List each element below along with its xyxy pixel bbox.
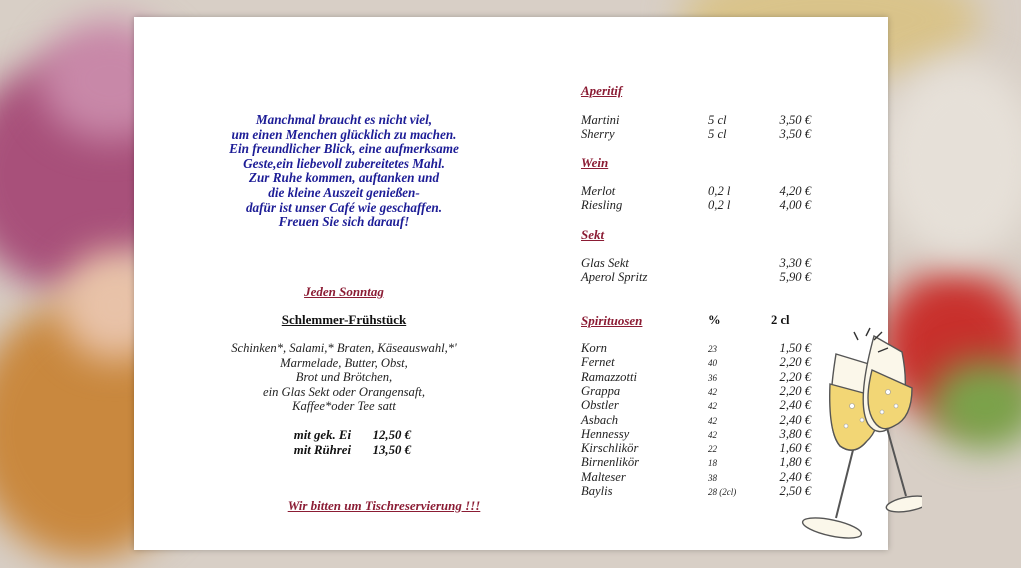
item-price: 5,90 € [779, 270, 811, 284]
intro-line: dafür ist unser Café wie geschaffen. [245, 199, 443, 215]
item-name: Malteser [581, 469, 626, 484]
breakfast-item: Schinken*, Salami,* Braten, Käseauswahl,*' [231, 341, 457, 355]
item-price: 1,60 € [779, 441, 811, 456]
item-name: Martini [581, 113, 620, 127]
breakfast-title: Schlemmer-Frühstück [281, 312, 407, 327]
intro-line: Ein freundlicher Blick, eine aufmerksame [229, 141, 459, 157]
item-price: 2,50 € [779, 484, 811, 498]
item-price: 2,40 € [779, 412, 811, 427]
item-name: Obstler [581, 398, 619, 413]
item-price: 2,40 € [779, 398, 811, 413]
reservation-text: Wir bitten um Tischreservierung !!! [287, 498, 481, 513]
item-qty: 5 cl [708, 113, 727, 127]
menu-row [581, 427, 821, 441]
item-name: Merlot [581, 184, 616, 198]
item-name: Korn [581, 341, 607, 355]
item-price: 3,50 € [779, 127, 811, 141]
reservation-note [134, 498, 634, 514]
item-percent: 42 [708, 386, 717, 397]
menu-row [581, 441, 821, 455]
intro-line: Zur Ruhe kommen, auftanken und [248, 170, 440, 186]
section-wein: Wein [581, 155, 609, 170]
breakfast-item: ein Glas Sekt oder Orangensaft, [263, 384, 425, 399]
item-price: 3,30 € [779, 256, 811, 270]
item-name: Hennessy [581, 426, 630, 441]
breakfast-prices [267, 428, 411, 458]
col-size: 2 cl [771, 313, 790, 327]
breakfast-item: Brot und Brötchen, [295, 370, 393, 385]
item-price: 2,20 € [779, 383, 811, 398]
breakfast-item: Kaffee*oder Tee satt [292, 399, 396, 414]
menu-row [581, 270, 821, 284]
intro-line: Geste,ein liebevoll zubereitetes Mahl. [243, 155, 445, 171]
item-qty: 0,2 l [708, 184, 731, 198]
item-name: Ramazzotti [581, 369, 637, 384]
menu-row [581, 256, 821, 270]
item-name: Glas Sekt [581, 256, 629, 270]
item-name: Aperol Spritz [581, 270, 648, 284]
price-label: mit Rührei [293, 443, 351, 457]
item-percent: 36 [708, 372, 717, 383]
item-percent: 38 [708, 472, 717, 483]
price-value: 12,50 € [372, 428, 411, 442]
item-percent: 40 [708, 358, 717, 369]
price-row [267, 443, 411, 458]
item-percent: 22 [708, 444, 717, 455]
menu-row [581, 355, 821, 369]
item-price: 1,50 € [779, 341, 811, 355]
item-percent: 42 [708, 415, 717, 426]
menu-row [581, 413, 821, 427]
item-percent: 18 [708, 458, 717, 469]
item-name: Baylis [581, 484, 613, 498]
section-aperitif: Aperitif [581, 83, 623, 98]
item-name: Sherry [581, 127, 615, 141]
sunday-heading: Jeden Sonntag [304, 284, 384, 299]
menu-row [581, 198, 821, 212]
menu-row [581, 398, 821, 412]
intro-line: um einen Menchen glücklich zu machen. [231, 126, 457, 142]
menu-row [581, 470, 821, 484]
item-name: Birnenlikör [581, 455, 640, 470]
price-value: 13,50 € [372, 443, 411, 457]
item-percent: 42 [708, 429, 717, 440]
menu-row [581, 127, 821, 141]
item-name: Fernet [581, 355, 615, 370]
menu-row [581, 484, 821, 498]
breakfast-items [164, 341, 524, 414]
intro-line: Freuen Sie sich darauf! [278, 214, 410, 230]
item-name: Kirschlikör [581, 441, 639, 456]
item-percent: 23 [708, 344, 717, 354]
price-label: mit gek. Ei [293, 428, 351, 442]
item-percent: 42 [708, 401, 717, 412]
item-name: Grappa [581, 383, 621, 398]
item-price: 2,20 € [779, 355, 811, 370]
menu-row [581, 113, 821, 127]
menu-row [581, 341, 821, 355]
champagne-glasses-icon [796, 322, 922, 544]
item-name: Asbach [581, 412, 619, 427]
item-name: Riesling [581, 198, 623, 212]
intro-line: Manchmal braucht es nicht viel, [255, 112, 433, 127]
item-price: 3,50 € [779, 113, 811, 127]
menu-row [581, 370, 821, 384]
intro-line: die kleine Auszeit genießen- [268, 184, 420, 200]
intro-text [164, 113, 524, 230]
spirituosen-header [581, 313, 821, 329]
item-percent: 28 (2cl) [708, 487, 737, 497]
item-price: 1,80 € [779, 455, 811, 470]
breakfast-item: Marmelade, Butter, Obst, [280, 355, 408, 370]
item-price: 4,20 € [779, 184, 811, 198]
menu-row [581, 384, 821, 398]
item-price: 2,40 € [779, 469, 811, 484]
item-price: 3,80 € [779, 426, 811, 441]
section-spirituosen: Spirituosen [581, 313, 643, 328]
item-price: 4,00 € [779, 198, 811, 212]
menu-card [134, 17, 888, 550]
menu-row [581, 455, 821, 469]
col-percent: % [708, 313, 721, 327]
item-qty: 0,2 l [708, 198, 731, 212]
item-qty: 5 cl [708, 127, 727, 141]
item-price: 2,20 € [779, 369, 811, 384]
section-sekt: Sekt [581, 227, 605, 242]
price-row [267, 428, 411, 443]
menu-row [581, 184, 821, 198]
